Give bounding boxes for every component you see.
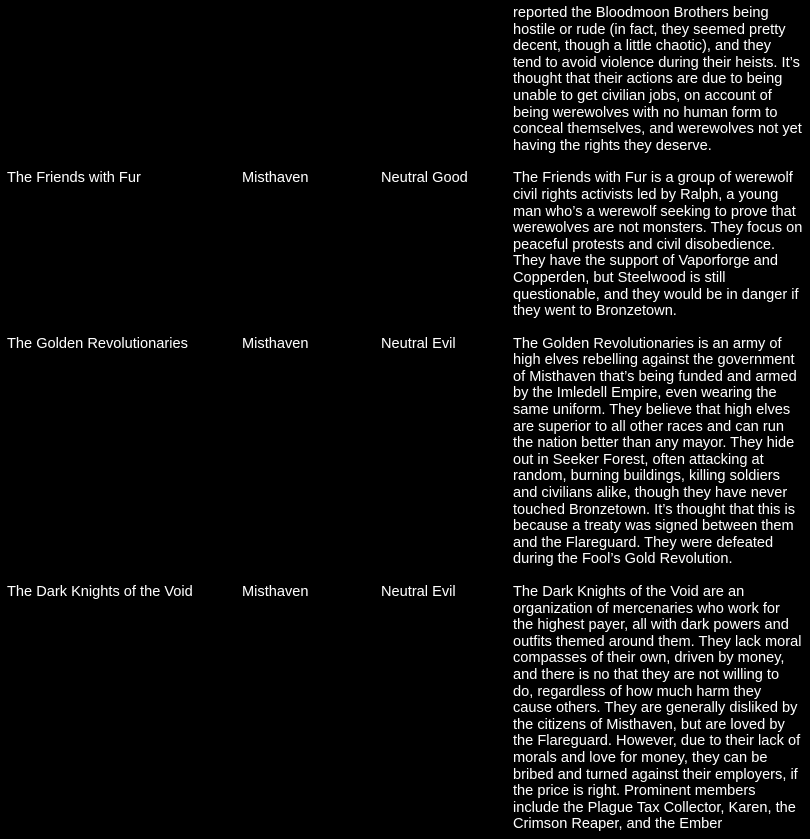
description-line: the citizens of Misthaven, but are loved by [513,716,785,733]
description-line: the highest payer, all with dark powers and [513,617,789,634]
faction-location: Misthaven [242,335,309,352]
description-line: random, burning buildings, killing soldiers [513,468,780,485]
description-line: tend to avoid violence during their heists. It’s [513,54,800,71]
description-line: werewolves are not monsters. They focus on [513,220,803,237]
description-cell [513,5,810,154]
description-line: and civilians alike, though they have never [513,485,788,502]
faction-alignment: Neutral Good [381,170,468,187]
description-line: thought that their actions are due to being [513,71,783,88]
description-line: The Golden Revolutionaries is an army of [513,335,782,352]
table-row [0,5,810,154]
description-line: bribed and turned against their employers, if [513,766,798,783]
faction-alignment: Neutral Evil [381,584,456,600]
description-line: being werewolves with no human form to [513,104,778,121]
description-line: high elves rebelling against the government [513,352,795,369]
description-line: compasses of their own, driven by money, [513,650,785,667]
description-line: by the Imledell Empire, even wearing the [513,385,777,402]
description-line: during the Fool’s Gold Revolution. [513,551,733,568]
description-line: of Misthaven that’s being funded and armed [513,368,797,385]
description-line: touched Bronzetown. It’s thought that this is [513,501,796,518]
table-row [0,336,810,568]
faction-name: The Friends with Fur [7,170,141,187]
faction-location: Misthaven [242,584,309,600]
description-line: The Friends with Fur is a group of werewolf [513,170,793,187]
description-line: out in Seeker Forest, often attacking at [513,451,764,468]
table-row [0,170,810,319]
description-line: the nation better than any mayor. They hide [513,435,795,452]
faction-alignment: Neutral Evil [381,335,456,352]
description-line: organization of mercenaries who work for [513,600,780,617]
description-cell [513,584,810,833]
description-line: and there is no that they are not willing to [513,666,780,683]
description-line: cause others. They are generally disliked by [513,700,798,717]
description-line: do, regardless of how much harm they [513,683,762,700]
description-line: Copperden, but Steelwood is still [513,269,726,286]
description-line: peaceful protests and civil disobedience. [513,236,776,253]
description-line: they went to Bronzetown. [513,303,677,320]
description-line: and the Flareguard. They were defeated [513,534,774,551]
description-line: the price is right. Prominent members [513,783,756,800]
description-line: having the rights they deserve. [513,137,712,154]
faction-name: The Dark Knights of the Void [7,584,193,600]
description-cell [513,336,810,568]
description-line: questionable, and they would be in danger if [513,286,799,303]
description-cell [513,170,810,319]
description-line: morals and love for money, they can be [513,749,768,766]
description-line: same uniform. They believe that high elves [513,402,791,419]
description-line: the Flareguard. However, due to their lack of [513,733,801,750]
description-line: They have the support of Vaporforge and [513,253,779,270]
table-row [0,584,810,833]
faction-name: The Golden Revolutionaries [7,335,188,352]
description-line: include the Plague Tax Collector, Karen, the [513,799,796,816]
description-line: hostile or rude (in fact, they seemed pretty [513,21,786,38]
faction-location: Misthaven [242,170,309,187]
description-line: decent, though a little chaotic), and they [513,38,771,55]
description-line: unable to get civilian jobs, on account of [513,87,772,104]
description-line: civil rights activists led by Ralph, a young [513,186,779,203]
description-line: reported the Bloodmoon Brothers being [513,5,769,21]
description-line: outfits themed around them. They lack moral [513,633,802,650]
description-line: conceal themselves, and werewolves not yet [513,121,802,138]
description-line: are superior to all other races and can run [513,418,784,435]
description-line: Crimson Reaper, and the Ember [513,816,723,833]
description-line: man who’s a werewolf seeking to prove that [513,203,796,220]
description-line: The Dark Knights of the Void are an [513,584,745,600]
description-line: because a treaty was signed between them [513,518,794,535]
